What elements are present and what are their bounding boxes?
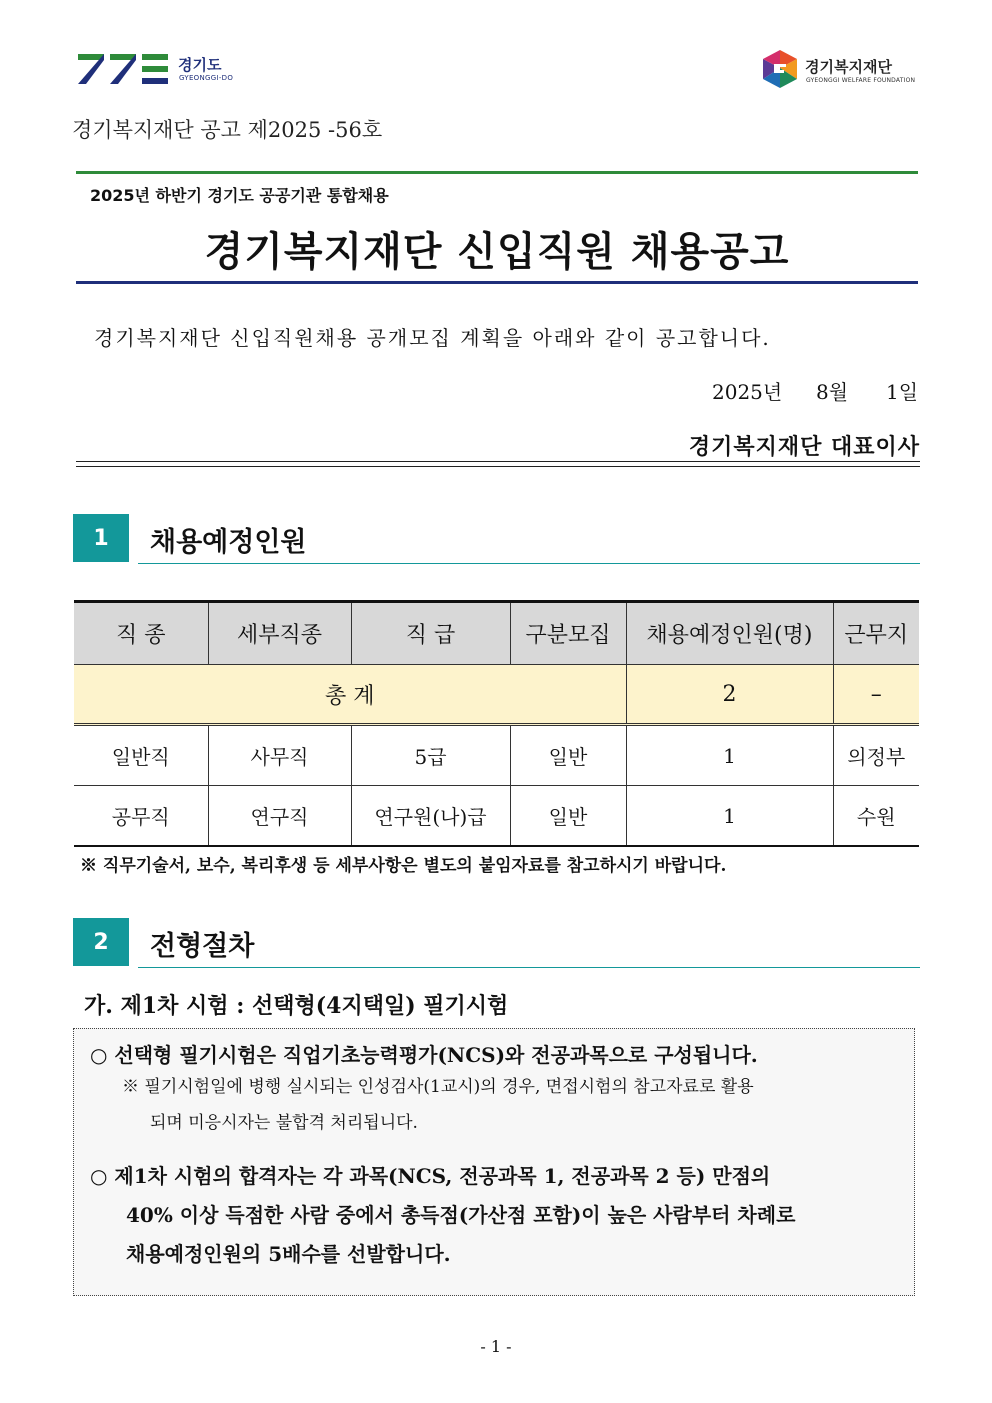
header-type: 직 종 (74, 602, 208, 665)
section-1-number: 1 (73, 514, 129, 562)
exam-info-box (73, 1028, 915, 1296)
signer: 경기복지재단 대표이사 (688, 434, 920, 460)
page-title: 경기복지재단 신입직원 채용공고 (204, 229, 790, 275)
gyeonggi-logo-sub: GYEONGGI-DO (179, 74, 234, 82)
total-label: 총 계 (74, 665, 626, 725)
cell-count: 1 (626, 786, 833, 847)
gyeonggi-emblem-icon (78, 52, 170, 86)
cell-type: 공무직 (74, 786, 208, 847)
cell-location: 의정부 (833, 725, 919, 786)
section-1-title: 채용예정인원 (150, 527, 307, 558)
date-month: 8월 (816, 380, 849, 404)
title-bottom-rule (76, 281, 918, 284)
cell-count: 1 (626, 725, 833, 786)
notice-number: 경기복지재단 공고 제2025 -56호 (72, 118, 383, 142)
bullet-2-line-2: 40% 이상 득점한 사람 중에서 총득점(가산점 포함)이 높은 사람부터 차례로 (126, 1203, 796, 1227)
section-2-number: 2 (73, 918, 129, 966)
section-2-underline (138, 967, 920, 968)
step-a-heading: 가. 제1차 시험 : 선택형(4지택일) 필기시험 (84, 993, 509, 1019)
gyeonggi-logo-name: 경기도 (178, 56, 222, 74)
header-count: 채용예정인원(명) (626, 602, 833, 665)
signer-double-rule (76, 461, 920, 467)
foundation-emblem-icon (760, 48, 800, 90)
bullet-2-line-1: ○ 제1차 시험의 합격자는 각 과목(NCS, 전공과목 1, 전공과목 2 등) 만점의 (90, 1164, 771, 1188)
header-detail: 세부직종 (208, 602, 351, 665)
section-1-underline (138, 563, 920, 564)
total-location: – (833, 665, 919, 725)
bullet-2-line-3: 채용예정인원의 5배수를 선발합니다. (126, 1242, 451, 1266)
cell-location: 수원 (833, 786, 919, 847)
foundation-logo-sub: GYEONGGI WELFARE FOUNDATION (806, 77, 916, 84)
hiring-table (74, 600, 919, 847)
total-count: 2 (626, 665, 833, 725)
cell-recruit: 일반 (510, 725, 626, 786)
header-location: 근무지 (833, 602, 919, 665)
cell-detail: 사무직 (208, 725, 351, 786)
date-year: 2025년 (712, 380, 783, 404)
cell-grade: 연구원(나)급 (351, 786, 510, 847)
header-grade: 직 급 (351, 602, 510, 665)
title-top-rule (76, 171, 918, 174)
foundation-logo-name: 경기복지재단 (805, 58, 892, 76)
section-2-title: 전형절차 (150, 931, 255, 962)
intro-text: 경기복지재단 신입직원채용 공개모집 계획을 아래와 같이 공고합니다. (94, 326, 771, 350)
bullet-1-note-line-2: 되며 미응시자는 불합격 처리됩니다. (150, 1113, 418, 1133)
cell-recruit: 일반 (510, 786, 626, 847)
cell-type: 일반직 (74, 725, 208, 786)
cell-detail: 연구직 (208, 786, 351, 847)
foundation-logo (760, 48, 920, 92)
subtitle: 2025년 하반기 경기도 공공기관 통합채용 (90, 186, 389, 205)
date-day: 1일 (886, 380, 919, 404)
bullet-1: ○ 선택형 필기시험은 직업기초능력평가(NCS)와 전공과목으로 구성됩니다. (90, 1043, 758, 1067)
bullet-1-note-line-1: ※ 필기시험일에 병행 실시되는 인성검사(1교시)의 경우, 면접시험의 참고자료로 활용 (122, 1077, 754, 1097)
header-recruit: 구분모집 (510, 602, 626, 665)
table-row (74, 725, 919, 786)
table-total-row (74, 665, 919, 725)
table-header-row (74, 602, 919, 665)
page-number: - 1 - (480, 1337, 512, 1356)
gyeonggi-logo (78, 52, 238, 88)
table-note: ※ 직무기술서, 보수, 복리후생 등 세부사항은 별도의 붙임자료를 참고하시기 바랍니다. (80, 856, 727, 876)
cell-grade: 5급 (351, 725, 510, 786)
table-row (74, 786, 919, 847)
